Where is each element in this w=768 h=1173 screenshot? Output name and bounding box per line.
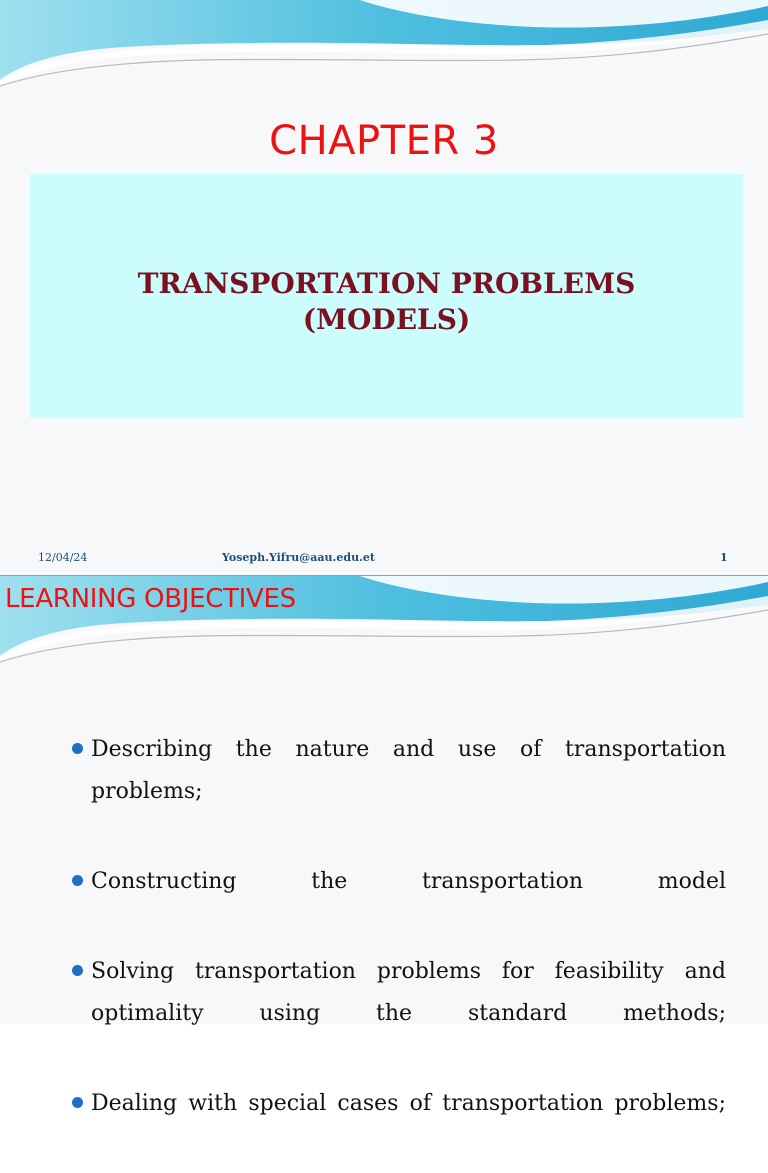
list-item <box>70 729 726 855</box>
subtitle-line-2: (MODELS) <box>302 303 471 336</box>
slide-subtitle <box>30 266 743 338</box>
footer-email: Yoseph.Yifru@aau.edu.et <box>222 551 375 564</box>
list-item <box>70 861 726 945</box>
slide-1 <box>0 0 768 576</box>
objective-text: Constructing the transportation model <box>91 869 726 894</box>
list-item <box>70 1083 726 1167</box>
footer-page-number: 1 <box>720 551 728 564</box>
objective-text: Describing the nature and use of transportation problems; <box>91 737 726 804</box>
subtitle-line-1: TRANSPORTATION PROBLEMS <box>137 267 636 300</box>
objective-text: Dealing with special cases of transportation problems; <box>91 1091 726 1116</box>
bullet-dot-icon <box>72 875 83 886</box>
title-box <box>30 174 743 418</box>
header-wave-decoration <box>0 0 768 100</box>
section-heading: LEARNING OBJECTIVES <box>5 584 296 614</box>
bullet-dot-icon <box>72 743 83 754</box>
objectives-list <box>70 729 726 1173</box>
objective-text: Solving transportation problems for feasibility and optimality using the standard methods; <box>91 959 726 1026</box>
slide-2 <box>0 576 768 1116</box>
bullet-dot-icon <box>72 965 83 976</box>
bullet-dot-icon <box>72 1097 83 1108</box>
list-item <box>70 951 726 1077</box>
footer-date: 12/04/24 <box>38 551 88 564</box>
chapter-title: CHAPTER 3 <box>269 118 499 164</box>
